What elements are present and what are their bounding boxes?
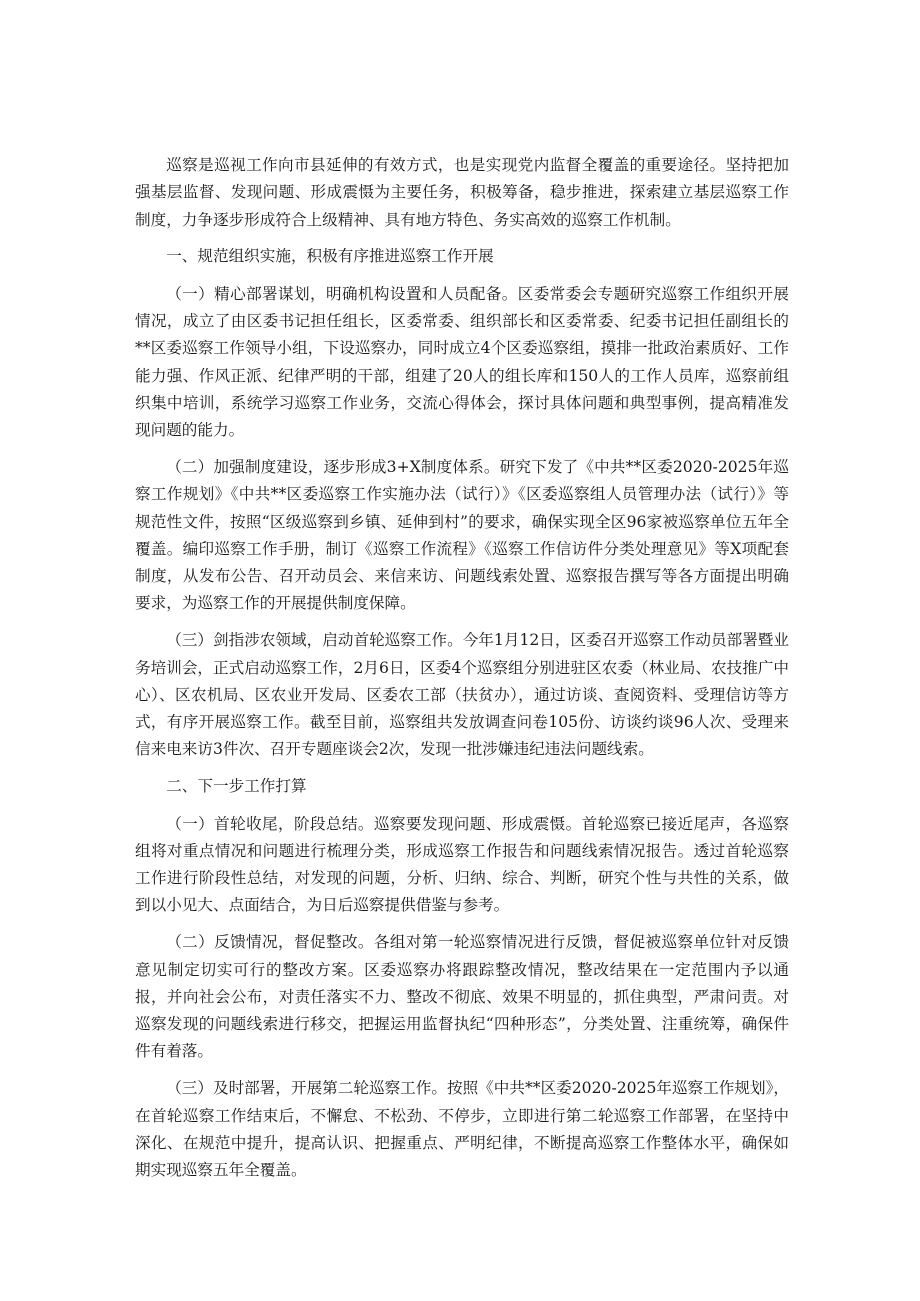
section-2-item-1-paragraph: （一）首轮收尾，阶段总结。巡察要发现问题、形成震慑。首轮巡察已接近尾声，各巡察组将对重点情况和问题进行梳理分类，形成巡察工作报告和问题线索情况报告。透过首轮巡察工作进行阶段性总结，对发现的问题，分析、归纳、综合、判断，研究个性与共性的关系，做到以小见大、点面结合，为日后巡察提供借鉴与参考。 — [135, 814, 789, 915]
section-1-item-2-paragraph: （二）加强制度建设，逐步形成3+X制度体系。研究下发了《中共**区委2020-2025年巡察工作规划》《中共**区委巡察工作实施办法（试行）》《区委巡察组人员管理办法（试行）》等规范性文件，按照“区级巡察到乡镇、延伸到村”的要求，确保实现全区96家被巡察单位五年全覆盖。编印巡察工作手册，制订《巡察工作流程》《巡察工作信访件分类处理意见》等X项配套制度，从发布公告、召开动员会、来信来访、问题线索处置、巡察报告撰写等各方面提出明确要求，为巡察工作的开展提供制度保障。 — [135, 457, 789, 613]
document-page — [135, 152, 789, 1194]
section-1-item-3-paragraph: （三）剑指涉农领域，启动首轮巡察工作。今年1月12日，区委召开巡察工作动员部署暨业务培训会，正式启动巡察工作，2月6日，区委4个巡察组分别进驻区农委（林业局、农技推广中心）、区农机局、区农业开发局、区委农工部（扶贫办），通过访谈、查阅资料、受理信访等方式，有序开展巡察工作。截至目前，巡察组共发放调查问卷105份、访谈约谈96人次、受理来信来电来访3件次、召开专题座谈会2次，发现一批涉嫌违纪违法问题线索。 — [135, 631, 789, 759]
section-2-item-3-paragraph: （三）及时部署，开展第二轮巡察工作。按照《中共**区委2020-2025年巡察工作规划》，在首轮巡察工作结束后，不懈怠、不松劲、不停步，立即进行第二轮巡察工作部署，在坚持中深化、在规范中提升，提高认识、把握重点、严明纪律，不断提高巡察工作整体水平，确保如期实现巡察五年全覆盖。 — [135, 1079, 789, 1180]
intro-paragraph: 巡察是巡视工作向市县延伸的有效方式，也是实现党内监督全覆盖的重要途径。坚持把加强基层监督、发现问题、形成震慑为主要任务，积极筹备，稳步推进，探索建立基层巡察工作制度，力争逐步形成符合上级精神、具有地方特色、务实高效的巡察工作机制。 — [135, 156, 789, 229]
section-2-heading: 二、下一步工作打算 — [166, 777, 307, 796]
section-1-item-1-paragraph: （一）精心部署谋划，明确机构设置和人员配备。区委常委会专题研究巡察工作组织开展情况，成立了由区委书记担任组长，区委常委、组织部长和区委常委、纪委书记担任副组长的**区委巡察工作领导小组，下设巡察办，同时成立4个区委巡察组，摸排一批政治素质好、工作能力强、作风正派、纪律严明的干部，组建了20人的组长库和150人的工作人员库，巡察前组织集中培训，系统学习巡察工作业务，交流心得体会，探讨具体问题和典型事例，提高精准发现问题的能力。 — [135, 284, 789, 440]
section-1-heading: 一、规范组织实施，积极有序推进巡察工作开展 — [166, 247, 494, 266]
section-2-item-2-paragraph: （二）反馈情况，督促整改。各组对第一轮巡察情况进行反馈，督促被巡察单位针对反馈意见制定切实可行的整改方案。区委巡察办将跟踪整改情况，整改结果在一定范围内予以通报，并向社会公布，对责任落实不力、整改不彻底、效果不明显的，抓住典型，严肃问责。对巡察发现的问题线索进行移交，把握运用监督执纪“四种形态”，分类处置、注重统筹，确保件件有着落。 — [135, 933, 789, 1061]
